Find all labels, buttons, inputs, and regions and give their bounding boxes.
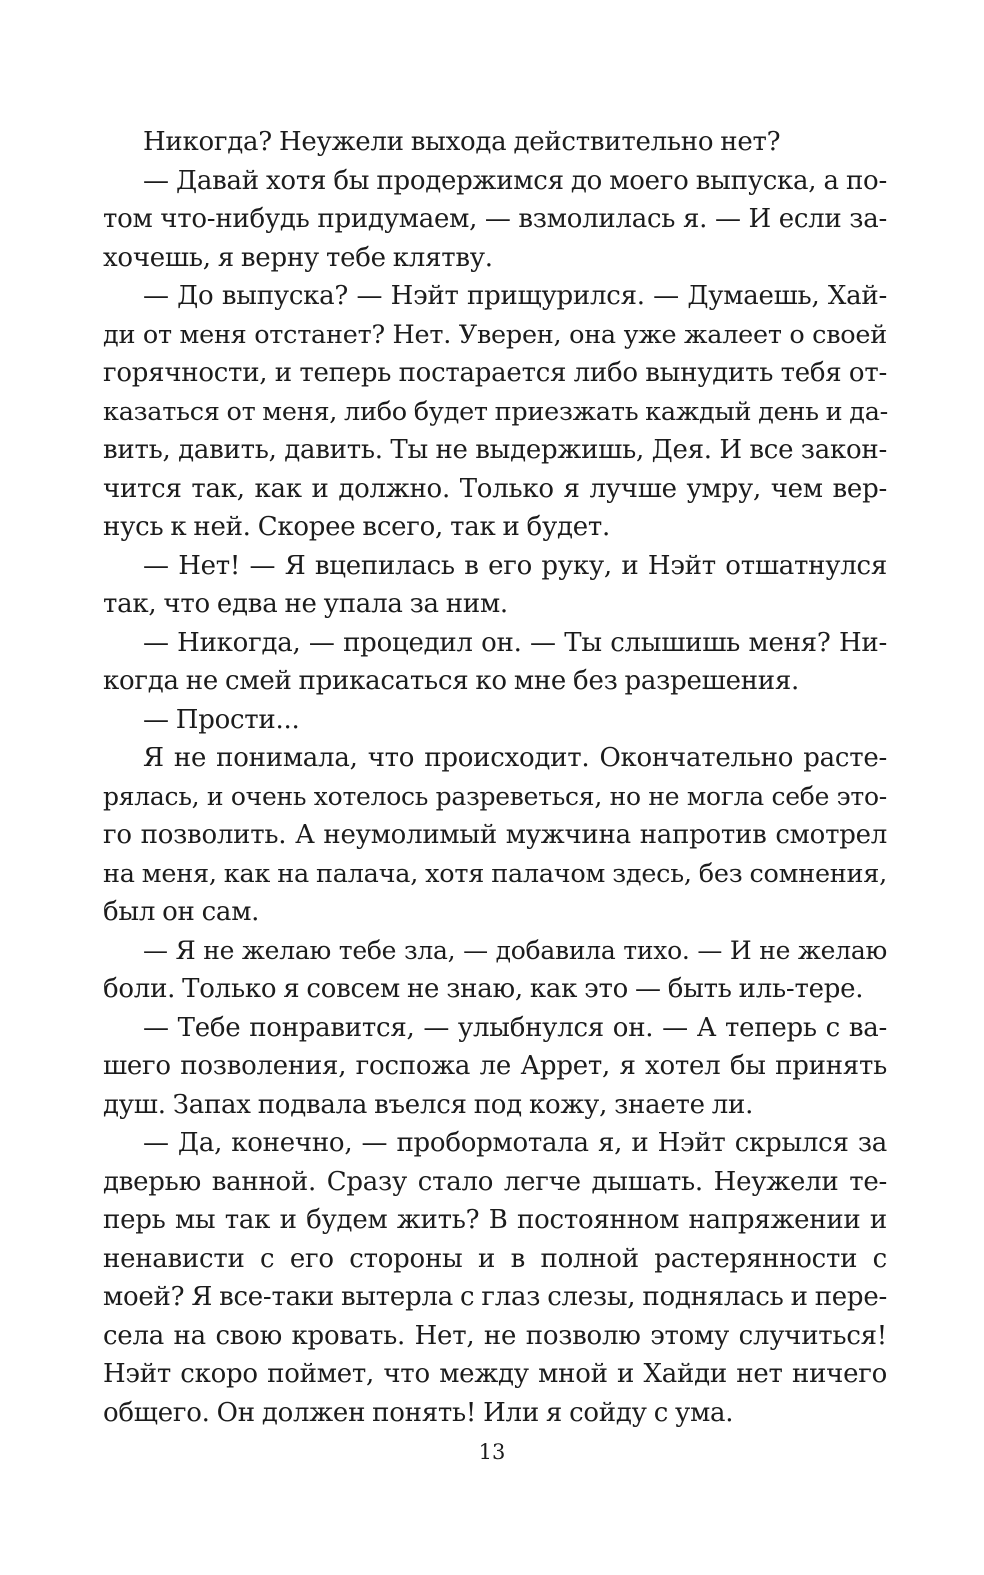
text-line: рялась, и очень хотелось разреветься, но не могла себе это-	[103, 781, 887, 811]
text-line: — До выпуска? — Нэйт прищурился. — Думаешь, Хай-	[143, 281, 887, 311]
text-line: нусь к ней. Скорее всего, так и будет.	[103, 512, 611, 542]
text-line: го позволить. А неумолимый мужчина напротив смотрел	[103, 820, 887, 850]
text-line: казаться от меня, либо будет приезжать каждый день и да-	[103, 396, 889, 427]
text-line: — Нет! — Я вцепилась в его руку, и Нэйт отшатнулся	[143, 550, 887, 581]
text-line: — Давай хотя бы продержимся до моего выпуска, а по-	[143, 165, 887, 196]
text-line: Нэйт скоро поймет, что между мной и Хайди нет ничего	[103, 1359, 887, 1389]
text-line: — Прости...	[143, 704, 300, 735]
text-line: Никогда? Неужели выхода действительно нет?	[143, 127, 781, 157]
text-line: горячности, и теперь постарается либо вынудить тебя от-	[103, 358, 887, 388]
text-line: чится так, как и должно. Только я лучше умру, чем вер-	[103, 473, 887, 504]
text-line: общего. Он должен понять! Или я сойду с ума.	[103, 1397, 734, 1428]
text-line: на меня, как на палача, хотя палачом здесь, без сомнения,	[103, 858, 887, 889]
text-line: моей? Я все-таки вытерла с глаз слезы, поднялась и пере-	[103, 1282, 887, 1312]
text-line: когда не смей прикасаться ко мне без разрешения.	[103, 666, 800, 696]
text-line: вить, давить, давить. Ты не выдержишь, Дея. И все закон-	[103, 435, 887, 465]
text-line: Я не понимала, что происходит. Окончательно расте-	[143, 743, 887, 773]
text-line: — Я не желаю тебе зла, — добавила тихо. — И не желаю	[143, 935, 887, 965]
text-line: — Никогда, — процедил он. — Ты слышишь меня? Ни-	[143, 627, 887, 658]
text-line: душ. Запах подвала въелся под кожу, знаете ли.	[103, 1089, 754, 1120]
page-body-text	[103, 123, 887, 1432]
text-line: перь мы так и будем жить? В постоянном напряжении и	[103, 1205, 887, 1235]
text-line: был он сам.	[103, 897, 260, 927]
text-line: так, что едва не упала за ним.	[103, 589, 508, 619]
text-line: ненависти с его стороны и в полной растерянности с	[103, 1243, 887, 1274]
text-line: ди от меня отстанет? Нет. Уверен, она уже жалеет о своей	[103, 319, 887, 350]
text-line: села на свою кровать. Нет, не позволю этому случиться!	[103, 1320, 887, 1351]
text-line: том что-нибудь придумаем, — взмолилась я. — И если за-	[103, 204, 887, 234]
page-number: 13	[478, 1440, 506, 1464]
text-line: шего позволения, госпожа ле Аррет, я хотел бы принять	[103, 1051, 887, 1081]
text-line: боли. Только я совсем не знаю, как это — быть иль-тере.	[103, 974, 864, 1004]
text-line: дверью ванной. Сразу стало легче дышать. Неужели те-	[103, 1166, 887, 1197]
text-line: хочешь, я верну тебе клятву.	[103, 242, 493, 273]
text-line: — Да, конечно, — пробормотала я, и Нэйт скрылся за	[143, 1128, 887, 1158]
text-line: — Тебе понравится, — улыбнулся он. — А теперь с ва-	[143, 1012, 887, 1043]
